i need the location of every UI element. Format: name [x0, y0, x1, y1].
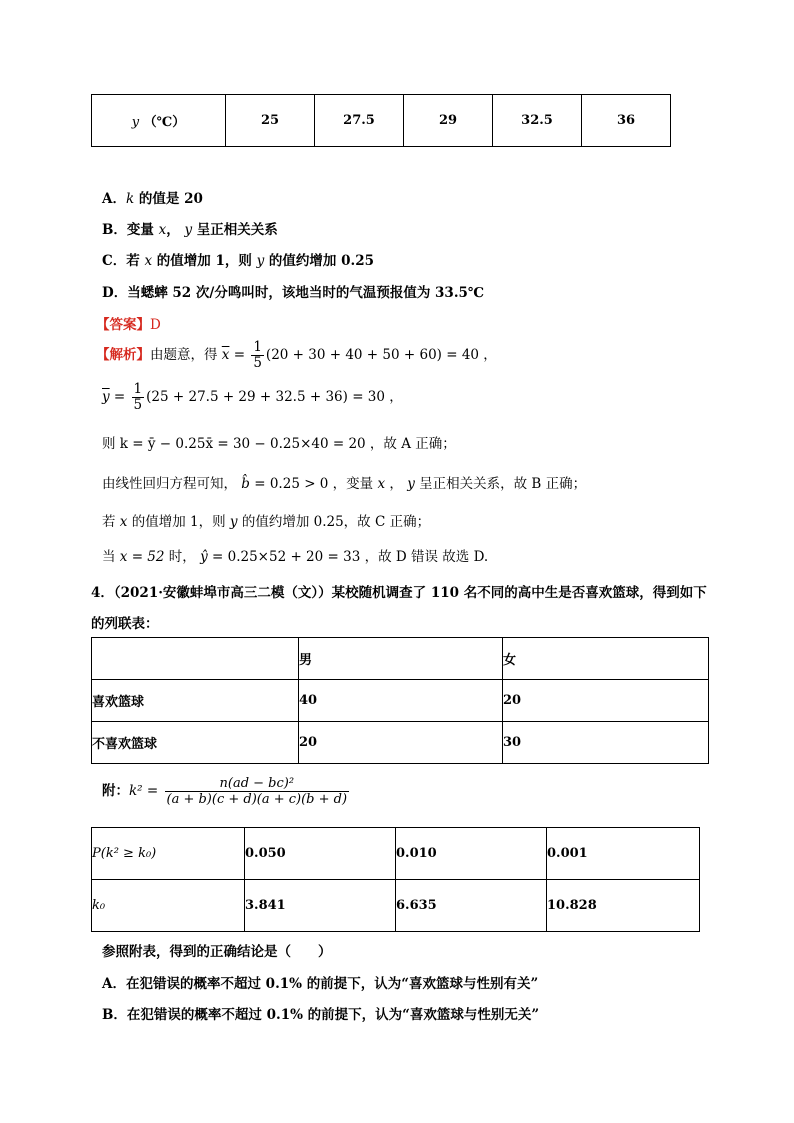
- table-cell: 32.5: [493, 95, 582, 147]
- analysis-text: 当: [102, 549, 120, 565]
- table-cell: 0.010: [396, 828, 547, 880]
- variable-x: x: [119, 514, 128, 530]
- analysis-text: 的值增加 1，则: [127, 514, 230, 530]
- analysis-line-2: [102, 382, 403, 413]
- option-text: 变量: [126, 222, 159, 238]
- question-4-line-2: 的列联表：: [91, 616, 159, 632]
- answer-label: 【答案】: [96, 317, 150, 333]
- condition: x = 52: [119, 549, 165, 565]
- table-cell: 喜欢篮球: [92, 680, 299, 722]
- table-cell: 0.001: [547, 828, 700, 880]
- unit-label: （℃）: [143, 115, 186, 130]
- analysis-text: =: [229, 347, 250, 363]
- variable-x: x: [144, 253, 153, 269]
- option-text: 的值是 20: [134, 191, 203, 207]
- fraction: [132, 382, 145, 413]
- analysis-text: 的值约增加 0.25，故 C 正确；: [237, 514, 431, 530]
- analysis-label: 【解析】: [96, 347, 150, 363]
- table-row: [92, 722, 709, 764]
- critical-value-table: [91, 827, 700, 932]
- table-header-cell: 男: [299, 638, 503, 680]
- option-b: [102, 218, 278, 238]
- chi-square-formula: [102, 776, 351, 807]
- analysis-text: 由题意，得: [150, 347, 222, 363]
- answer-line: [96, 313, 161, 333]
- analysis-line-6: [102, 545, 488, 565]
- option-c: [102, 249, 374, 269]
- table-cell: 0.050: [245, 828, 396, 880]
- option-letter: D．: [102, 285, 128, 301]
- formula-lhs: k² =: [129, 783, 163, 799]
- option-a: A．在犯错误的概率不超过 0.1% 的前提下，认为“喜欢篮球与性别有关”: [102, 976, 539, 992]
- table-row: [92, 828, 700, 880]
- analysis-text: 若: [102, 514, 120, 530]
- table-cell: 6.635: [396, 880, 547, 932]
- option-d: [102, 281, 484, 301]
- option-a: [102, 187, 203, 207]
- formula-label: 附：: [102, 783, 129, 799]
- option-text: 的值增加 1，则: [152, 253, 257, 269]
- b-hat: b̂: [241, 476, 250, 492]
- variable-y: y: [407, 476, 415, 492]
- fraction-numerator: 1: [133, 381, 143, 397]
- option-letter: C．: [102, 253, 127, 269]
- table-cell: 20: [299, 722, 503, 764]
- table-row: [92, 638, 709, 680]
- table-cell: 25: [226, 95, 315, 147]
- analysis-text: (20 + 30 + 40 + 50 + 60) = 40 ，: [265, 347, 497, 363]
- formula-fraction: [165, 776, 350, 807]
- table-cell: 不喜欢篮球: [92, 722, 299, 764]
- analysis-text: 呈正相关关系，故 B 正确；: [414, 476, 587, 492]
- variable-y: y: [256, 253, 265, 269]
- table-header-cell: [92, 638, 299, 680]
- option-b: B．在犯错误的概率不超过 0.1% 的前提下，认为“喜欢篮球与性别无关”: [102, 1007, 540, 1023]
- table-cell: 27.5: [315, 95, 404, 147]
- formula-numerator: n(ad − bc)²: [165, 776, 350, 792]
- contingency-table: [91, 637, 709, 764]
- option-text: 若: [126, 253, 145, 269]
- option-text: 呈正相关关系: [192, 222, 278, 238]
- analysis-text: = 0.25×52 + 20 = 33 ，故 D 错误 故选 D.: [207, 549, 489, 565]
- mean-y: $\overline{y}$: [102, 389, 110, 405]
- table-cell: 3.841: [245, 880, 396, 932]
- analysis-text: = 0.25 > 0 ，变量: [249, 476, 378, 492]
- mean-x: $\overline{x}$: [221, 347, 230, 363]
- fraction-denominator: 5: [253, 355, 262, 371]
- variable-x: x: [377, 476, 386, 492]
- option-text: ，: [166, 222, 185, 238]
- analysis-text: (25 + 27.5 + 29 + 32.5 + 36) = 30 ，: [146, 389, 403, 405]
- table-cell: 10.828: [547, 880, 700, 932]
- table-header-cell: 女: [503, 638, 709, 680]
- table-row: [92, 95, 671, 147]
- row-label: [92, 95, 226, 147]
- y-hat: ŷ: [200, 549, 208, 565]
- fraction: [251, 340, 264, 371]
- table-cell: 36: [582, 95, 671, 147]
- option-letter: A．: [102, 191, 126, 207]
- formula-denominator: (a + b)(c + d)(a + c)(b + d): [166, 792, 348, 807]
- analysis-line-5: [102, 510, 430, 530]
- table-cell: 29: [404, 95, 493, 147]
- table-cell: 20: [503, 680, 709, 722]
- question-prompt: 参照附表，得到的正确结论是（ ）: [102, 944, 332, 960]
- analysis-line-3: 则 k = ȳ − 0.25x̄ = 30 − 0.25×40 = 20 ，故 A 正确；: [102, 436, 456, 452]
- table-cell: 30: [503, 722, 709, 764]
- option-text: 当蟋蟀 52 次/分鸣叫时，该地当时的气温预报值为 33.5℃: [127, 285, 485, 301]
- fraction-denominator: 5: [133, 397, 143, 413]
- analysis-line-1: [96, 340, 497, 371]
- table-row: [92, 880, 700, 932]
- answer-value: D: [150, 317, 161, 333]
- variable-x: x: [158, 222, 167, 238]
- option-letter: B．: [102, 222, 127, 238]
- analysis-text: =: [109, 389, 130, 405]
- option-text: 的值约增加 0.25: [264, 253, 374, 269]
- analysis-text: 由线性回归方程可知，: [102, 476, 242, 492]
- question-4-line-1: 4．（2021·安徽蚌埠市高三二模（文））某校随机调查了 110 名不同的高中生是否喜欢篮球，得到如下: [91, 585, 707, 601]
- table-row-label: k₀: [92, 880, 245, 932]
- variable-y: y: [184, 222, 193, 238]
- fraction-numerator: 1: [253, 339, 262, 355]
- variable-k: k: [125, 191, 135, 207]
- variable-y: y: [131, 115, 140, 130]
- analysis-text: 时，: [164, 549, 201, 565]
- variable-y: y: [229, 514, 238, 530]
- analysis-line-4: [102, 472, 586, 492]
- temperature-table: [91, 94, 671, 147]
- table-row: [92, 680, 709, 722]
- analysis-text: ，: [385, 476, 408, 492]
- table-row-label: P(k² ≥ k₀): [92, 828, 245, 880]
- table-cell: 40: [299, 680, 503, 722]
